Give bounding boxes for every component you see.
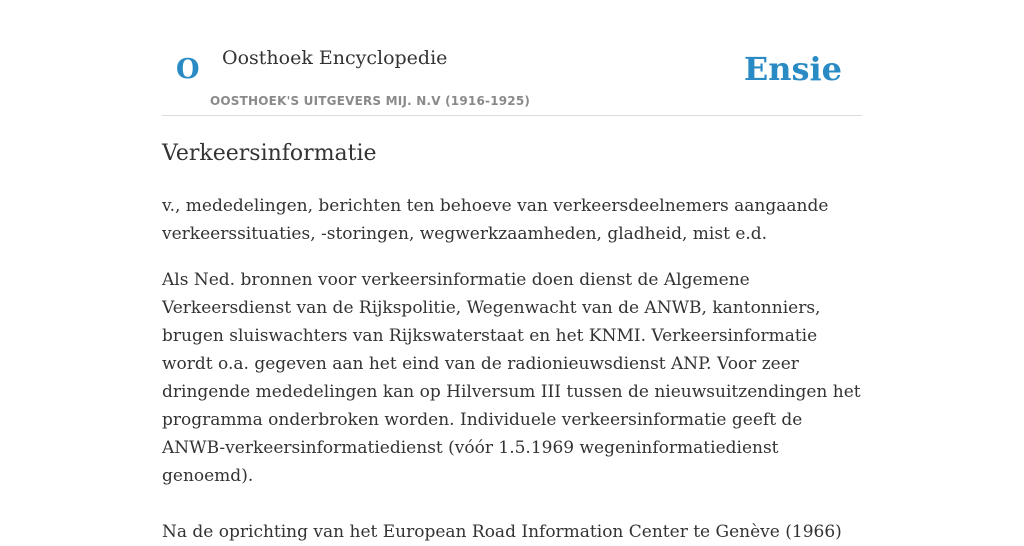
site-header <box>162 0 862 116</box>
source-logo[interactable]: O <box>176 54 200 85</box>
entry-paragraph: Als Ned. bronnen voor verkeersinformatie doen dienst de Algemene Verkeersdienst van de Rijkspolitie, Wegenwacht van de ANWB, kantonniers, brugen sluiswachters van Rijkswaterstaat en het KNMI. Verkeersinformatie wordt o.a. gegeven aan het eind van de radionieuwsdienst ANP. Voor zeer dringende mededelingen kan op Hilversum III tussen de nieuwsuitzendingen het programma onderbroken worden. Individuele verkeersinformatie geeft de ANWB-verkeersinformatiedienst (vóór 1.5.1969 wegeninformatiedienst genoemd). <box>162 270 861 486</box>
source-title[interactable]: Oosthoek Encyclopedie <box>222 47 448 69</box>
brand-logo[interactable]: Ensie <box>743 50 842 88</box>
entry-paragraph: v., mededelingen, berichten ten behoeve van verkeersdeelnemers aangaande verkeerssituaties, -storingen, wegwerkzaamheden, gladheid, mist e.d. <box>162 196 829 244</box>
entry-content <box>162 138 862 546</box>
entry-paragraph: Na de oprichting van het European Road Information Center te Genève (1966) <box>162 522 842 542</box>
source-subtitle: OOSTHOEK'S UITGEVERS MIJ. N.V (1916-1925) <box>210 94 531 108</box>
entry-title: Verkeersinformatie <box>162 141 377 166</box>
